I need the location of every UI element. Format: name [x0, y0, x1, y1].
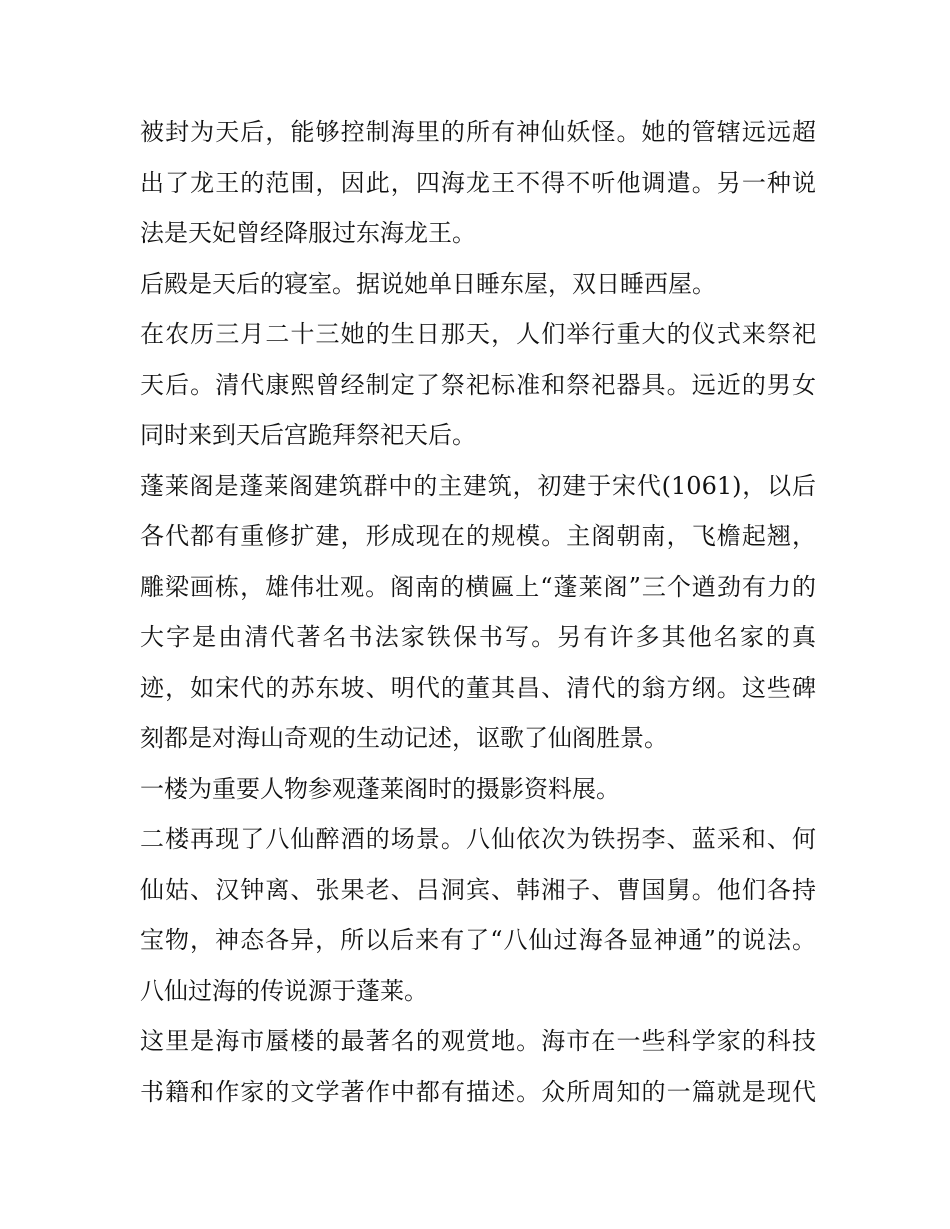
text-line: 同时来到天后宫跪拜祭祀天后。 — [140, 421, 476, 449]
text-line: 出了龙王的范围，因此，四海龙王不得不听他调遣。另一种说 — [140, 168, 816, 197]
text-line: 雕梁画栋，雄伟壮观。阁南的横匾上“蓬莱阁”三个遒劲有力的 — [140, 572, 816, 601]
document-body — [140, 107, 816, 1117]
text-line: 各代都有重修扩建，形成现在的规模。主阁朝南，飞檐起翘， — [140, 522, 816, 550]
text-line: 宝物，神态各异，所以后来有了“八仙过海各显神通”的说法。 — [140, 926, 816, 954]
text-line: 书籍和作家的文学著作中都有描述。众所周知的一篇就是现代 — [140, 1077, 816, 1106]
text-line: 后殿是天后的寝室。据说她单日睡东屋，双日睡西屋。 — [140, 269, 716, 298]
text-line: 刻都是对海山奇观的生动记述，讴歌了仙阁胜景。 — [140, 724, 668, 752]
text-line: 二楼再现了八仙醉酒的场景。八仙依次为铁拐李、蓝采和、何 — [140, 825, 816, 853]
text-line: 一楼为重要人物参观蓬莱阁时的摄影资料展。 — [140, 774, 620, 803]
text-line: 在农历三月二十三她的生日那天，人们举行重大的仪式来祭祀 — [140, 320, 816, 348]
text-line: 迹，如宋代的苏东坡、明代的董其昌、清代的翁方纲。这些碑 — [140, 673, 816, 702]
text-line: 八仙过海的传说源于蓬莱。 — [140, 976, 428, 1005]
text-line: 法是天妃曾经降服过东海龙王。 — [140, 219, 476, 247]
text-line: 天后。清代康熙曾经制定了祭祀标准和祭祀器具。远近的男女 — [140, 370, 816, 399]
text-line: 这里是海市蜃楼的最著名的观赏地。海市在一些科学家的科技 — [140, 1027, 816, 1055]
text-line: 仙姑、汉钟离、张果老、吕洞宾、韩湘子、曹国舅。他们各持 — [140, 875, 816, 904]
text-line: 蓬莱阁是蓬莱阁建筑群中的主建筑，初建于宋代(1061)，以后 — [140, 471, 816, 500]
text-line: 被封为天后，能够控制海里的所有神仙妖怪。她的管辖远远超 — [140, 118, 816, 146]
text-line: 大字是由清代著名书法家铁保书写。另有许多其他名家的真 — [140, 623, 816, 651]
